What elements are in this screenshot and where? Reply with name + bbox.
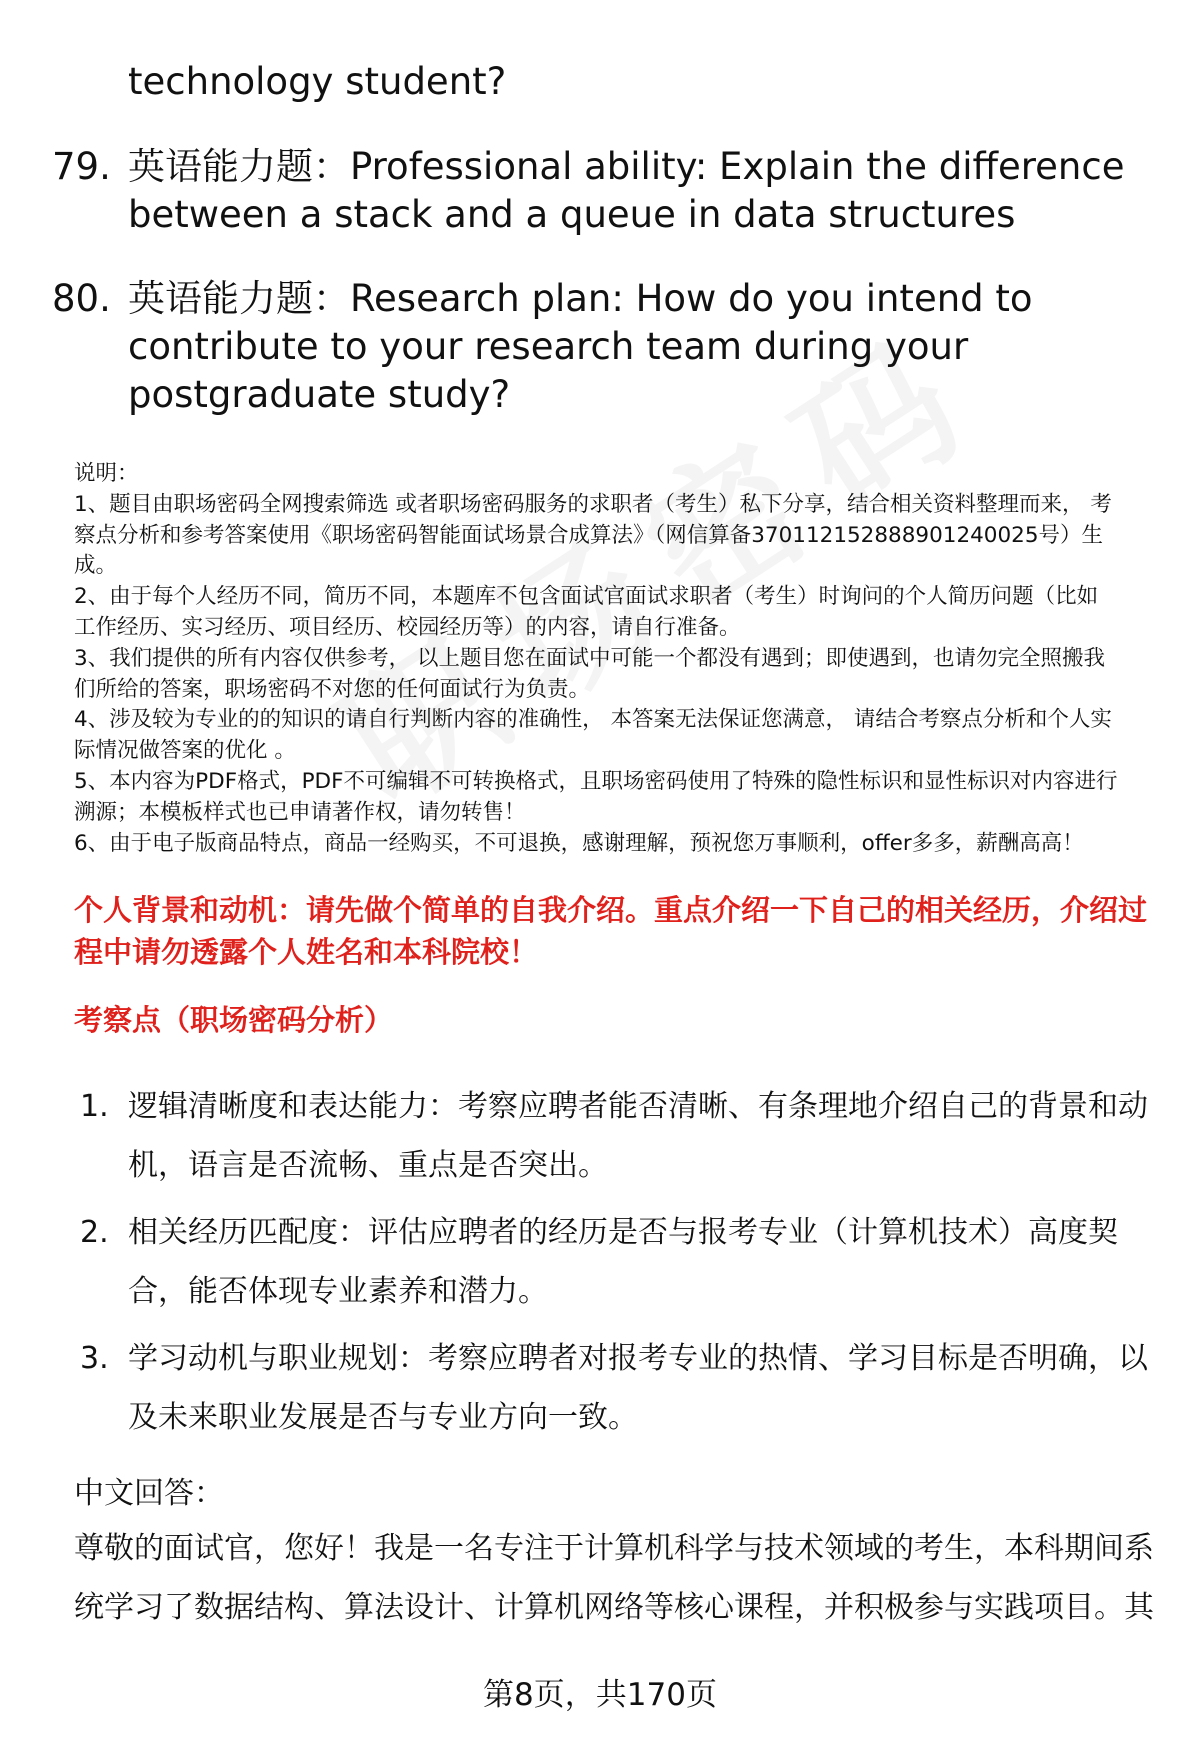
note-line: 1、题目由职场密码全网搜索筛选 或者职场密码服务的求职者（考生）私下分享，结合相关资料整理而来， 考 xyxy=(74,491,1112,517)
note-line: 2、由于每个人经历不同，简历不同，本题库不包含面试官面试求职者（考生）时询问的个人简历问题（比如 xyxy=(74,584,1099,610)
analysis-item-number: 3. xyxy=(80,1341,109,1376)
analysis-item xyxy=(80,1204,1160,1321)
analysis-list xyxy=(80,1078,1160,1456)
chinese-answer-text: 尊敬的面试官，您好！我是一名专注于计算机科学与技术领域的考生，本科期间系统学习了数据结构、算法设计、计算机网络等核心课程，并积极参与实践项目。其 xyxy=(74,1531,1154,1625)
question-number: 79. xyxy=(52,145,111,188)
interview-question-heading: 个人背景和动机：请先做个简单的自我介绍。重点介绍一下自己的相关经历，介绍过程中请勿透露个人姓名和本科院校！ xyxy=(74,893,1148,969)
note-line: 3、我们提供的所有内容仅供参考， 以上题目您在面试中可能一个都没有遇到；即使遇到，也请勿完全照搬我 xyxy=(74,645,1106,671)
notes-title: 说明： xyxy=(74,461,139,486)
note-line: 工作经历、实习经历、项目经历、校园经历等）的内容，请自行准备。 xyxy=(74,614,741,640)
note-line: 溯源；本模板样式也已申请著作权，请勿转售！ xyxy=(74,799,526,825)
question-item xyxy=(52,275,1162,419)
notes-block xyxy=(74,459,1154,859)
chinese-answer-label: 中文回答： xyxy=(74,1476,224,1511)
note-line: 5、本内容为PDF格式，PDF不可编辑不可转换格式，且职场密码使用了特殊的隐性标识和显性标识对内容进行 xyxy=(74,768,1118,794)
analysis-heading: 考察点（职场密码分析） xyxy=(74,1003,394,1037)
note-line: 6、由于电子版商品特点，商品一经购买，不可退换，感谢理解，预祝您万事顺利，offer多多，薪酬高高！ xyxy=(74,830,1084,856)
question-number: 80. xyxy=(52,277,111,320)
analysis-item-number: 1. xyxy=(80,1089,109,1124)
analysis-item xyxy=(80,1078,1160,1195)
page-footer: 第8页，共170页 xyxy=(483,1677,717,1713)
question-text: 英语能力题：Professional ability: Explain the difference between a stack and a queue in data structures xyxy=(128,145,1125,236)
note-line: 际情况做答案的优化 。 xyxy=(74,738,296,764)
analysis-item-text: 相关经历匹配度：评估应聘者的经历是否与报考专业（计算机技术）高度契合，能否体现专业素养和潜力。 xyxy=(128,1215,1118,1309)
question-text: 英语能力题：Research plan: How do you intend to contribute to your research team during your postgraduate study? xyxy=(128,277,1033,416)
analysis-item-number: 2. xyxy=(80,1215,109,1250)
analysis-item-text: 学习动机与职业规划：考察应聘者对报考专业的热情、学习目标是否明确，以及未来职业发展是否与专业方向一致。 xyxy=(128,1341,1148,1435)
question-item xyxy=(52,143,1162,239)
question-continuation: technology student? xyxy=(128,60,507,103)
note-line: 察点分析和参考答案使用《职场密码智能面试场景合成算法》（网信算备370112152888901240025号）生 xyxy=(74,522,1104,548)
note-line: 们所给的答案，职场密码不对您的任何面试行为负责。 xyxy=(74,676,591,702)
analysis-item-text: 逻辑清晰度和表达能力：考察应聘者能否清晰、有条理地介绍自己的背景和动机，语言是否流畅、重点是否突出。 xyxy=(128,1089,1148,1183)
note-line: 成。 xyxy=(74,553,118,579)
note-line: 4、涉及较为专业的的知识的请自行判断内容的准确性， 本答案无法保证您满意， 请结合考察点分析和个人实 xyxy=(74,707,1112,733)
analysis-item xyxy=(80,1330,1160,1447)
